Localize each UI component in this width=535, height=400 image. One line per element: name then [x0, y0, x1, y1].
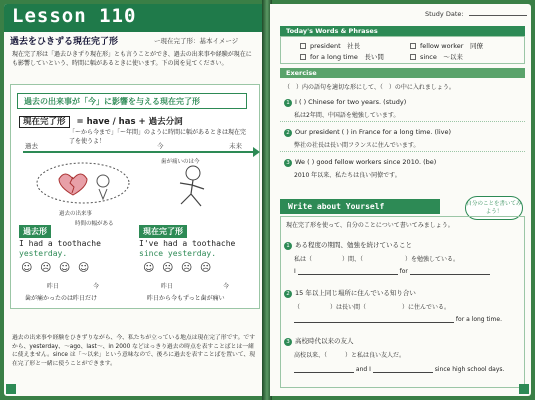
- past-sentence-line2: yesterday.: [19, 249, 68, 258]
- formula: [19, 115, 183, 127]
- write-prompt-1: 1 ある程度の期間、勉強を続けていること: [284, 240, 412, 250]
- answer-blank[interactable]: [410, 268, 490, 275]
- write-about-yourself-header: Write about Yourself: [280, 199, 440, 214]
- study-date-field[interactable]: [469, 15, 527, 16]
- grammar-board: [10, 84, 260, 309]
- write-line-2: for a long time.: [294, 316, 502, 323]
- exercise-header: Exercise: [280, 68, 525, 78]
- intro-text: 現在完了形は「過去ひきずり現在形」とも言うことができ、過去の出来事や経験が現在にも影響していという、時間に幅があるときに使います。下の図を見てください。: [12, 51, 252, 67]
- faces-perfect-icon: ☺ ☹ ☹ ☹: [143, 261, 214, 274]
- answer-blank[interactable]: [298, 268, 398, 275]
- exercise-question-3: 3 We ( ) good fellow workers since 2010. (be): [284, 158, 436, 167]
- timeline-arrow-icon: [253, 147, 260, 157]
- caption-past: 歯が痛かったのは昨日だけ: [25, 295, 98, 302]
- timeline-past-label: 過去: [25, 142, 38, 150]
- sketch-caption-mid: 時間の幅がある: [75, 221, 114, 227]
- scale-past-yesterday: 昨日: [47, 283, 60, 290]
- answer-blank[interactable]: [373, 366, 433, 373]
- exercise-instruction: （ ）内の語句を適切な形にして、（ ）の中に入れましょう。: [284, 84, 455, 91]
- board-title: 過去の出来事が「今」に影響を与える現在完了形: [17, 93, 247, 109]
- word-checkbox[interactable]: [410, 54, 416, 60]
- answer-blank[interactable]: [294, 316, 454, 323]
- timeline-now-label: 今: [157, 142, 164, 150]
- words-header: Today's Words & Phrases: [280, 26, 525, 36]
- timeline-future-label: 未来: [229, 142, 242, 150]
- divider: [280, 151, 525, 152]
- right-page: [270, 4, 531, 396]
- past-sentence-line1: I had a toothache: [19, 239, 101, 248]
- write-line-1: I for: [294, 268, 490, 275]
- speech-bubble: 自分のことを書いてみよう！: [465, 196, 523, 220]
- perfect-sentence: [139, 239, 235, 259]
- caption-perfect: 昨日から今もずっと歯が痛い: [147, 295, 225, 302]
- exercise-hint-3: 2010 年以来、私たちは良い同僚です。: [294, 172, 401, 179]
- word-item: for a long time 長い間: [300, 52, 384, 61]
- broken-heart-sketch: [33, 159, 133, 209]
- word-checkbox[interactable]: [300, 54, 306, 60]
- word-checkbox[interactable]: [410, 43, 416, 49]
- lesson-title: Lesson 110: [12, 5, 137, 27]
- exercise-question-1: 1 I ( ) Chinese for two years. (study): [284, 98, 406, 107]
- label-past-tense: 過去形: [19, 225, 51, 238]
- lesson-subtitle: 過去をひきずる現在完了形: [10, 37, 119, 47]
- page-corner-left: [6, 384, 16, 394]
- exercise-question-2: 2 Our president ( ) in France for a long time. (live): [284, 128, 451, 137]
- write-prompt-2: 2 15 年以上同じ場所に住んでいる知り合い: [284, 288, 416, 298]
- study-date-label: Study Date:: [425, 10, 464, 18]
- scale-past-now: 今: [93, 283, 100, 290]
- scale-perfect-now: 今: [223, 283, 230, 290]
- word-item: fellow worker 同僚: [410, 41, 483, 50]
- write-prompt-3: 3 高校時代以来の友人: [284, 336, 354, 346]
- sketch-caption-past: 過去の出来事: [59, 211, 93, 217]
- explanation-text: 過去の出来事や経験をひきずりながら、今、私たちが立っている地点は現在完了形です。ですから、yesterday、～ago、last～、in 2000 などはっきり過去の時点を表すことばとは一緒に使えません。since は「～以来」という意味なので、後ろに過去を表すことばを置いて、現在完了形と一緒に使うことができます。: [12, 335, 256, 367]
- faces-past-icon: ☺ ☹ ☺ ☺: [21, 261, 92, 274]
- answer-blank[interactable]: [294, 366, 354, 373]
- write-instruction: 現在完了形を使って、自分のことについて書いてみましょう。: [286, 222, 454, 229]
- formula-tag: 現在完了形: [19, 116, 70, 128]
- word-item: since ～以来: [410, 52, 463, 61]
- write-hint-2: （ ）は長い間（ ）に住んでいる。: [294, 304, 451, 311]
- past-sentence: [19, 239, 101, 259]
- sketch-caption-now: 歯が痛いのは今: [161, 159, 200, 165]
- scale-perfect-yesterday: 昨日: [161, 283, 174, 290]
- word-checkbox[interactable]: [300, 43, 306, 49]
- word-item: president 社長: [300, 41, 360, 50]
- study-date: [425, 10, 527, 18]
- formula-text: = have / has + 過去分詞: [76, 117, 183, 127]
- left-page: [4, 4, 264, 396]
- write-hint-3: 高校以来、（ ）と私は良い友人だ。: [294, 352, 406, 359]
- write-line-3: and I since high school days.: [294, 366, 504, 373]
- write-hint-1: 私は（ ）間、（ ）を勉強している。: [294, 256, 460, 263]
- exercise-hint-1: 私は2年間、中国語を勉強しています。: [294, 112, 400, 119]
- lesson-topic: ー現在完了形：基本イメージ: [154, 37, 239, 45]
- perfect-sentence-line2: since yesterday.: [139, 249, 217, 258]
- exercise-hint-2: 弊社の社長は長い間フランスに住んでいます。: [294, 142, 420, 149]
- running-person-sketch: [161, 159, 221, 214]
- label-present-perfect: 現在完了形: [139, 225, 187, 238]
- divider: [280, 121, 525, 122]
- timeline: [23, 151, 255, 153]
- page-corner-right: [519, 384, 529, 394]
- perfect-sentence-line1: I've had a toothache: [139, 239, 236, 248]
- formula-note: 「ーから今まで」「ー年間」のように時間に幅があるときは現在完了を使うよ！: [69, 129, 247, 145]
